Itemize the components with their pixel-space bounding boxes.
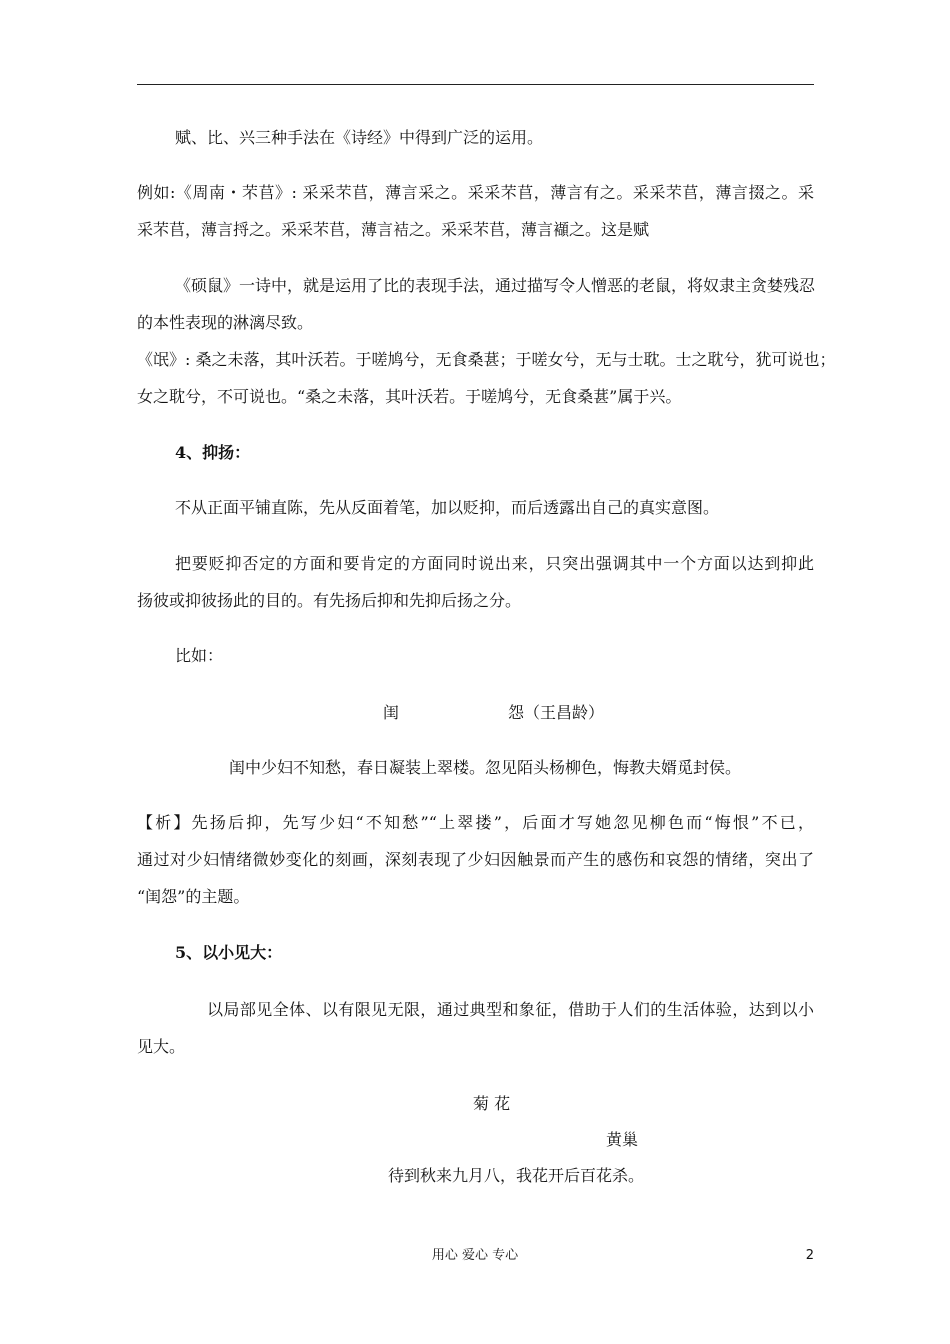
analysis-line1: 【析】先扬后抑，先写少妇“不知愁”“上翠搂”，后面才写她忽见柳色而“悔恨”不已， [137, 813, 814, 832]
header-rule [137, 84, 814, 85]
poem-title-part1: 闺 [383, 703, 400, 722]
page-number: 2 [805, 1248, 814, 1263]
analysis-line2: 通过对少妇情绪微妙变化的刻画，深刻表现了少妇因触景而产生的感伤和哀怨的情绪，突出了 [137, 850, 814, 869]
section-heading-yixiaojianda: 5、以小见大： [175, 943, 283, 962]
paragraph-yixiaojianda-line1: 以局部见全体、以有限见无限，通过典型和象征，借助于人们的生活体验，达到以小 [207, 1000, 814, 1019]
poem-title-part2: 怨（王昌龄） [508, 703, 605, 722]
paragraph-yiyang-explain-line1: 把要贬抑否定的方面和要肯定的方面同时说出来，只突出强调其中一个方面以达到抑此 [175, 554, 814, 573]
poem2-title: 菊 花 [473, 1094, 511, 1113]
paragraph-yixiaojianda-line2: 见大。 [137, 1037, 186, 1056]
section-heading-yiyang: 4、抑扬： [175, 443, 251, 462]
paragraph-bi-example-line1: 《硕鼠》一诗中，就是运用了比的表现手法，通过描写令人憎恶的老鼠，将奴隶主贪婪残忍 [175, 276, 816, 295]
paragraph-bi-example-line2: 的本性表现的淋漓尽致。 [137, 313, 314, 332]
paragraph-yiyang-definition: 不从正面平铺直陈，先从反面着笔，加以贬抑，而后透露出自己的真实意图。 [175, 498, 720, 517]
analysis-line3: “闺怨”的主题。 [137, 887, 250, 906]
paragraph-yiyang-explain-line2: 扬彼或抑彼扬此的目的。有先扬后抑和先抑后扬之分。 [137, 591, 522, 610]
paragraph-xing-example-line1: 《氓》: 桑之未落，其叶沃若。于嗟鸠兮，无食桑葚；于嗟女兮，无与士耽。士之耽兮，犹可说也； [137, 350, 836, 369]
poem-body: 闺中少妇不知愁，春日凝装上翠楼。忽见陌头杨柳色，悔教夫婿觅封侯。 [229, 758, 742, 777]
footer-motto: 用心 爱心 专心 [431, 1248, 519, 1263]
paragraph-fu-example-line1: 例如:《周南・芣苢》: 采采芣苢，薄言采之。采采芣苢，薄言有之。采采芣苢，薄言掇之。采 [137, 183, 814, 202]
poem2-author: 黄巢 [606, 1130, 639, 1149]
paragraph-fubixing-intro: 赋、比、兴三种手法在《诗经》中得到广泛的运用。 [175, 128, 544, 147]
paragraph-example-label: 比如： [175, 646, 224, 665]
paragraph-fu-example-line2: 采芣苢，薄言捋之。采采芣苢，薄言袺之。采采芣苢，薄言襭之。这是赋 [137, 220, 650, 239]
poem2-line1: 待到秋来九月八，我花开后百花杀。 [388, 1166, 645, 1185]
paragraph-xing-example-line2: 女之耽兮，不可说也。“桑之未落，其叶沃若。于嗟鸠兮，无食桑葚”属于兴。 [137, 387, 682, 406]
